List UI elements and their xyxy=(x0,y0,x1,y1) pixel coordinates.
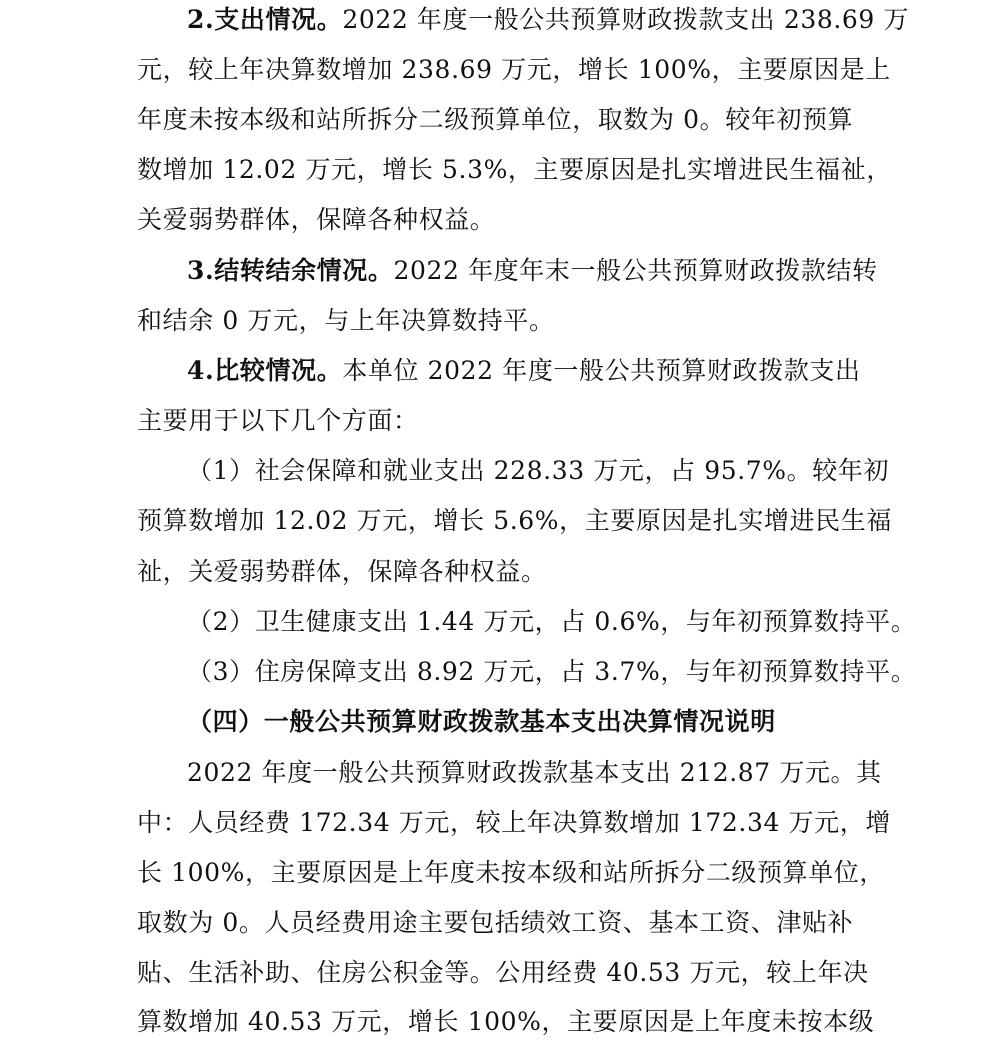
heading-comparison: 4.比较情况。 xyxy=(187,356,343,385)
paragraph-expenditure-line-2: 元，较上年决算数增加 238.69 万元，增长 100%，主要原因是上 xyxy=(137,55,891,84)
item-housing: （3）住房保障支出 8.92 万元，占 3.7%，与年初预算数持平。 xyxy=(187,657,917,686)
paragraph-expenditure-line-5: 关爱弱势群体，保障各种权益。 xyxy=(137,205,496,234)
paragraph-expenditure-line-1 xyxy=(187,0,909,40)
line-text: 2022 年度一般公共预算财政拨款支出 238.69 万 xyxy=(342,5,910,34)
heading-expenditure: 2.支出情况。 xyxy=(187,5,343,34)
item-social-security-line-1: （1）社会保障和就业支出 228.33 万元，占 95.7%。较年初 xyxy=(187,456,890,485)
paragraph-basic-line-2: 中：人员经费 172.34 万元，较上年决算数增加 172.34 万元，增 xyxy=(137,808,891,837)
paragraph-comparison-line-1 xyxy=(187,351,861,391)
line-text: 2022 年度年末一般公共预算财政拨款结转 xyxy=(393,256,878,285)
paragraph-expenditure-line-3: 年度未按本级和站所拆分二级预算单位，取数为 0。较年初预算 xyxy=(137,105,854,134)
heading-balance: 3.结转结余情况。 xyxy=(187,256,394,285)
paragraph-expenditure-line-4: 数增加 12.02 万元，增长 5.3%，主要原因是扎实增进民生福祉， xyxy=(137,155,892,184)
paragraph-balance-line-2: 和结余 0 万元，与上年决算数持平。 xyxy=(137,306,555,335)
paragraph-basic-line-6: 算数增加 40.53 万元，增长 100%，主要原因是上年度未按本级 xyxy=(137,1007,875,1036)
item-social-security-line-3: 祉，关爱弱势群体，保障各种权益。 xyxy=(137,557,547,586)
line-text: 本单位 2022 年度一般公共预算财政拨款支出 xyxy=(342,356,861,385)
section-heading-basic-expenditure: （四）一般公共预算财政拨款基本支出决算情况说明 xyxy=(187,707,776,736)
item-social-security-line-2: 预算数增加 12.02 万元，增长 5.6%，主要原因是扎实增进民生福 xyxy=(137,506,892,535)
item-health: （2）卫生健康支出 1.44 万元，占 0.6%，与年初预算数持平。 xyxy=(187,607,917,636)
paragraph-balance-line-1 xyxy=(187,251,878,291)
paragraph-basic-line-5: 贴、生活补助、住房公积金等。公用经费 40.53 万元，较上年决 xyxy=(137,958,869,987)
paragraph-comparison-line-2: 主要用于以下几个方面： xyxy=(137,406,419,435)
paragraph-basic-line-3: 长 100%，主要原因是上年度未按本级和站所拆分二级预算单位， xyxy=(137,858,886,887)
paragraph-basic-line-1: 2022 年度一般公共预算财政拨款基本支出 212.87 万元。其 xyxy=(187,758,882,787)
paragraph-basic-line-4: 取数为 0。人员经费用途主要包括绩效工资、基本工资、津贴补 xyxy=(137,908,854,937)
